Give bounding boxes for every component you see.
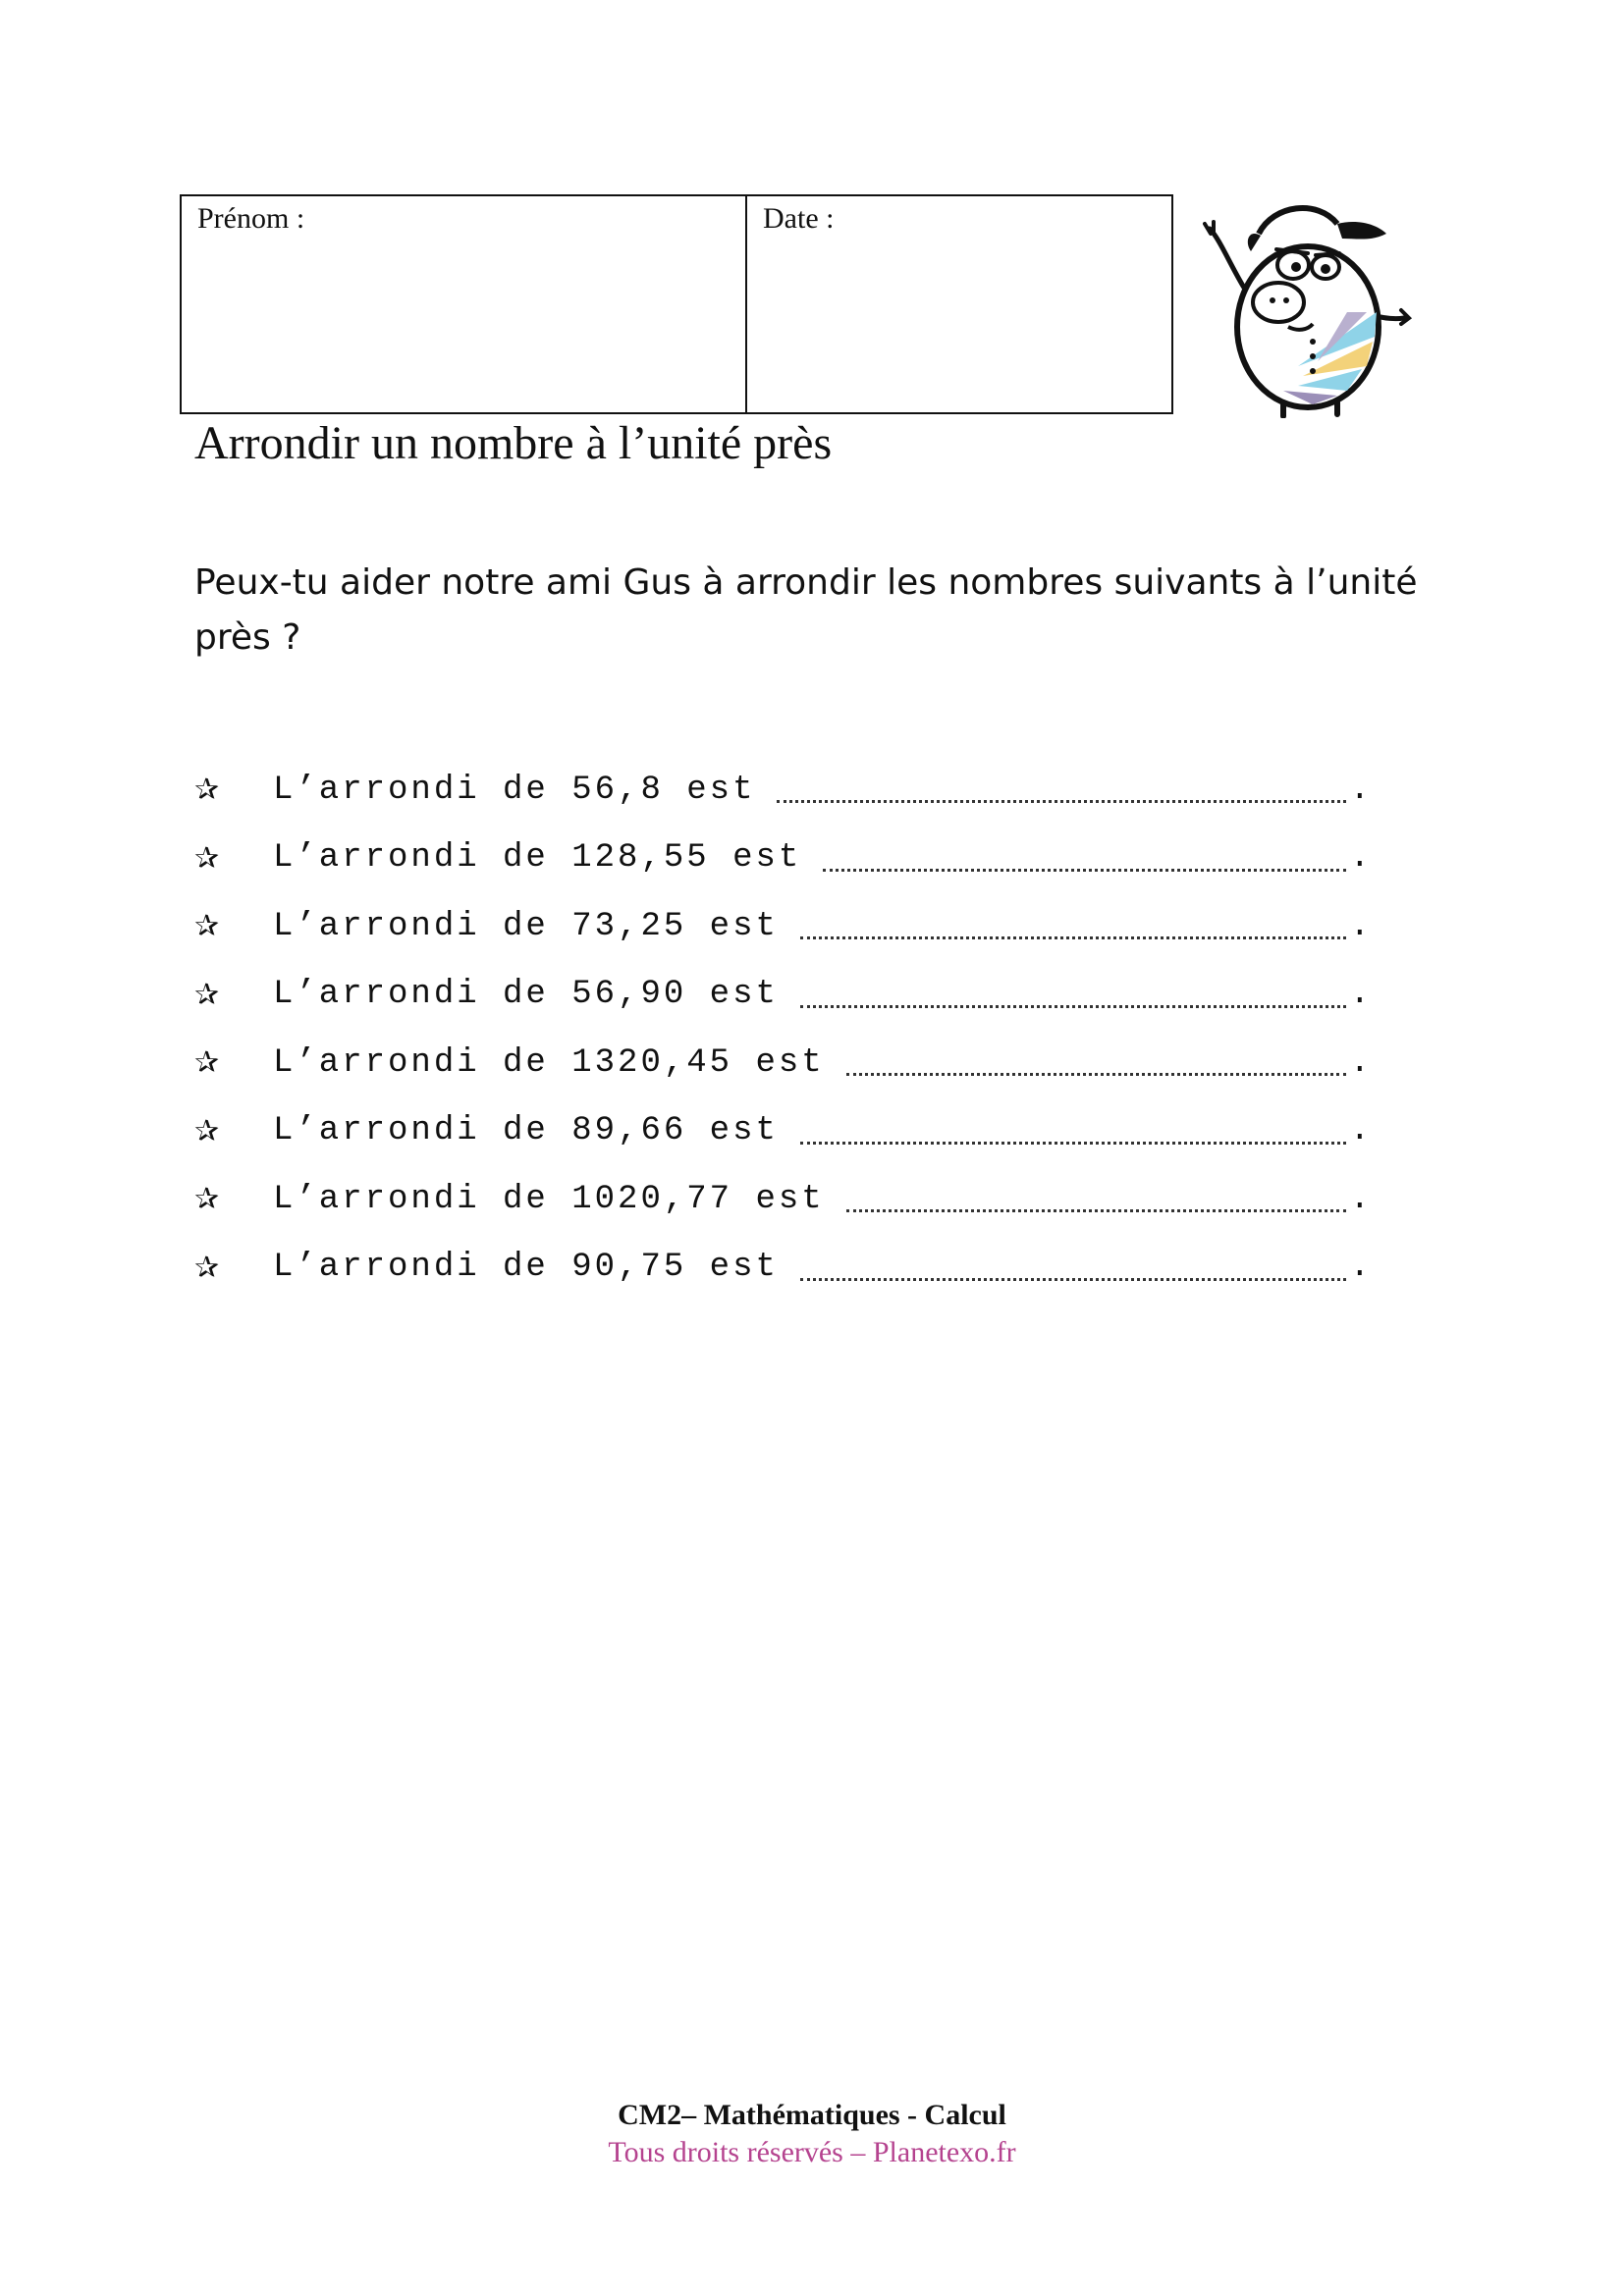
exercise-item bbox=[194, 1097, 1373, 1166]
answer-blank[interactable] bbox=[800, 993, 1346, 1008]
answer-blank[interactable] bbox=[777, 788, 1345, 803]
first-name-label: Prénom : bbox=[197, 202, 305, 235]
exercise-question: L’arrondi de 1020,77 est bbox=[273, 1180, 825, 1218]
footer-subject: CM2– Mathématiques - Calcul bbox=[618, 2099, 1006, 2131]
date-field[interactable] bbox=[747, 196, 1171, 412]
star-icon: ✰ bbox=[194, 840, 220, 876]
exercise-question: L’arrondi de 1320,45 est bbox=[273, 1043, 825, 1082]
exercise-item bbox=[194, 961, 1373, 1030]
star-icon: ✰ bbox=[194, 1045, 220, 1081]
answer-blank[interactable] bbox=[800, 1130, 1346, 1145]
gus-mascot-icon bbox=[1200, 194, 1416, 418]
worksheet-title: Arrondir un nombre à l’unité près bbox=[194, 417, 833, 469]
exercise-question: L’arrondi de 128,55 est bbox=[273, 839, 802, 878]
name-date-box bbox=[180, 194, 1173, 414]
answer-end-dot: . bbox=[1349, 1043, 1373, 1082]
star-icon: ✰ bbox=[194, 1182, 220, 1217]
star-icon: ✰ bbox=[194, 773, 220, 808]
answer-end-dot: . bbox=[1349, 839, 1373, 878]
answer-blank[interactable] bbox=[846, 1061, 1346, 1076]
exercise-item bbox=[194, 892, 1373, 961]
answer-end-dot: . bbox=[1349, 1249, 1373, 1287]
star-icon: ✰ bbox=[194, 1250, 220, 1285]
answer-blank[interactable] bbox=[823, 857, 1345, 872]
answer-end-dot: . bbox=[1349, 1112, 1373, 1150]
exercise-question: L’arrondi de 56,8 est bbox=[273, 771, 756, 809]
exercise-item bbox=[194, 1029, 1373, 1097]
exercise-question: L’arrondi de 73,25 est bbox=[273, 907, 779, 945]
star-icon: ✰ bbox=[194, 909, 220, 944]
exercise-item bbox=[194, 756, 1373, 825]
exercise-question: L’arrondi de 89,66 est bbox=[273, 1112, 779, 1150]
answer-end-dot: . bbox=[1349, 907, 1373, 945]
answer-end-dot: . bbox=[1349, 1180, 1373, 1218]
exercise-item bbox=[194, 1165, 1373, 1234]
star-icon: ✰ bbox=[194, 1113, 220, 1148]
star-icon: ✰ bbox=[194, 977, 220, 1012]
date-label: Date : bbox=[763, 202, 835, 235]
exercise-question: L’arrondi de 90,75 est bbox=[273, 1249, 779, 1287]
answer-end-dot: . bbox=[1349, 976, 1373, 1014]
first-name-field[interactable] bbox=[182, 196, 747, 412]
answer-blank[interactable] bbox=[800, 925, 1346, 939]
answer-blank[interactable] bbox=[846, 1198, 1346, 1212]
exercise-item bbox=[194, 825, 1373, 893]
footer-copyright: Tous droits réservés – Planetexo.fr bbox=[608, 2136, 1016, 2168]
exercise-item bbox=[194, 1234, 1373, 1303]
answer-end-dot: . bbox=[1349, 771, 1373, 809]
exercise-question: L’arrondi de 56,90 est bbox=[273, 976, 779, 1014]
exercise-list bbox=[194, 756, 1373, 1302]
footer bbox=[0, 2099, 1624, 2169]
answer-blank[interactable] bbox=[800, 1266, 1346, 1281]
instruction-text: Peux-tu aider notre ami Gus à arrondir les nombres suivants à l’unité près ? bbox=[194, 562, 1418, 658]
